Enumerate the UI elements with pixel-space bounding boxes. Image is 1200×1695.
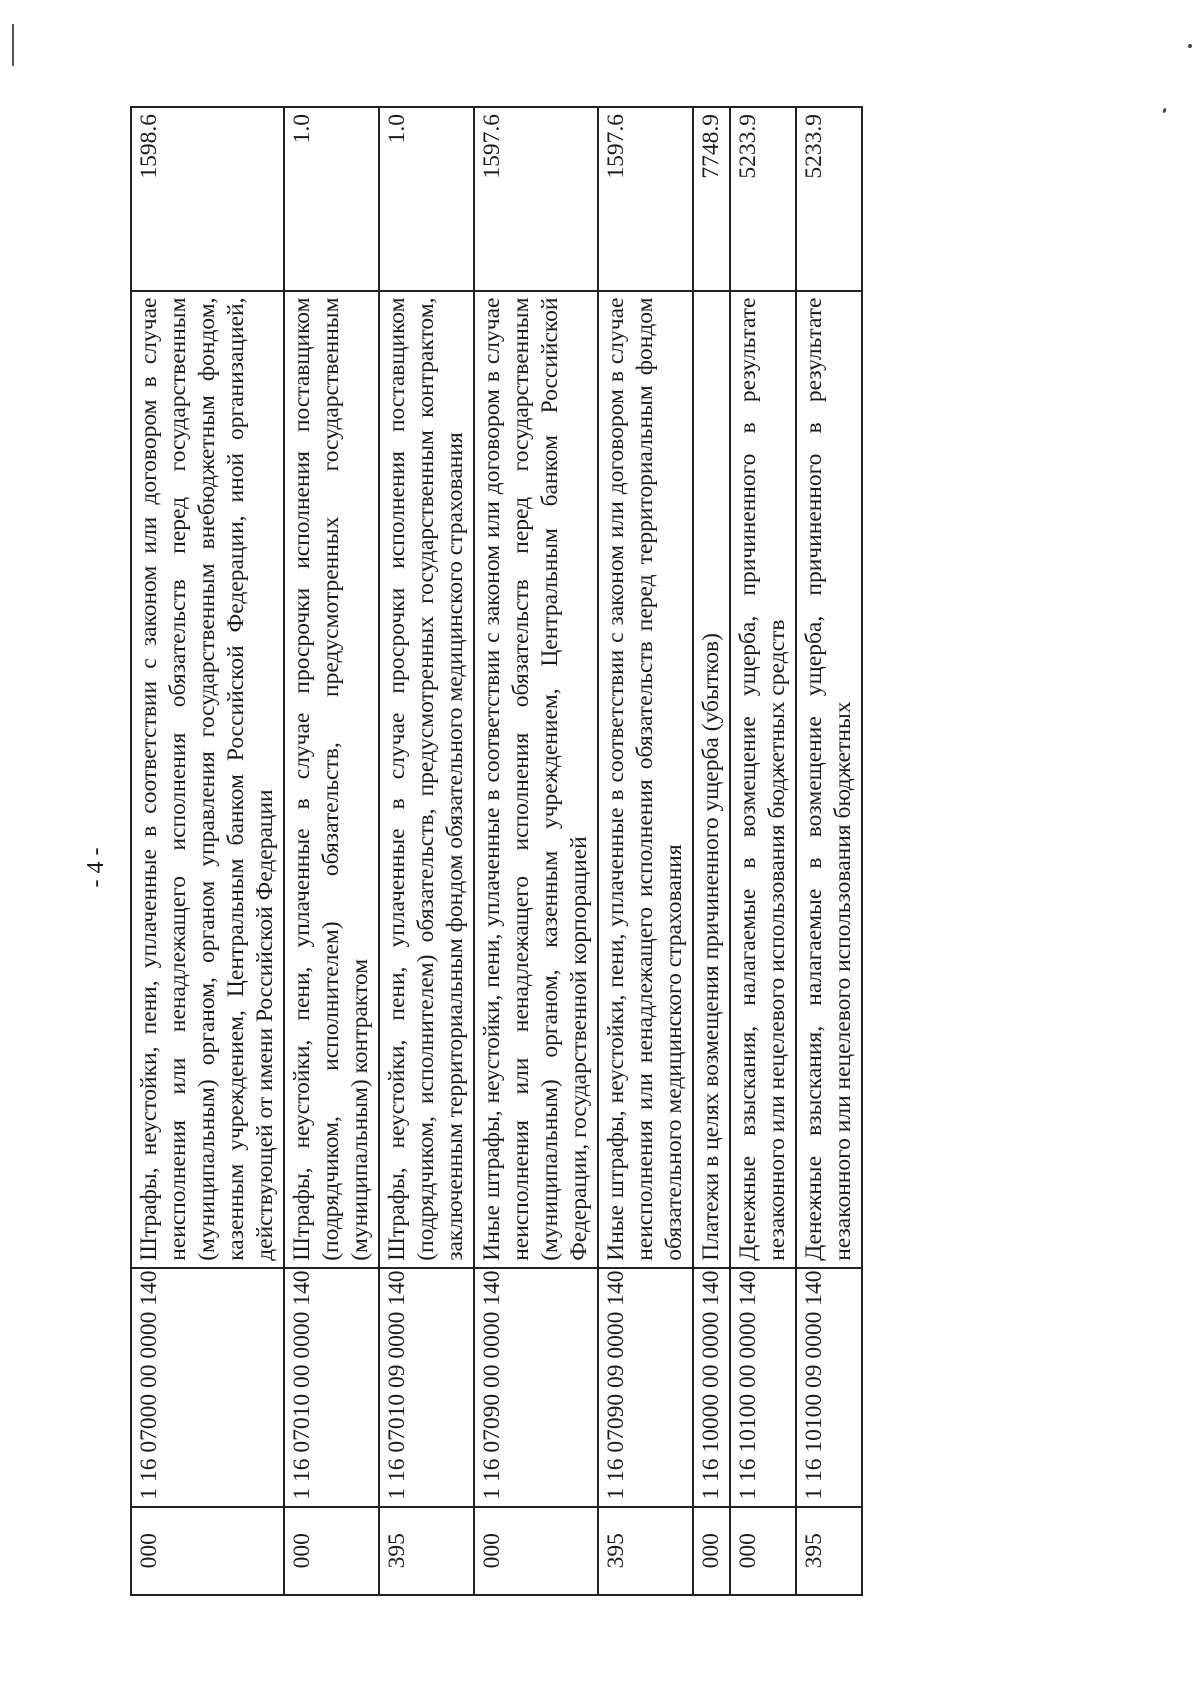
budget-code-cell: 1 16 07010 09 0000 140 — [379, 1268, 474, 1507]
scan-speck — [1188, 44, 1192, 48]
amount-cell: 5233.9 — [730, 107, 796, 291]
budget-revenue-table — [130, 106, 863, 1596]
description-cell: Штрафы, неустойки, пени, уплаченные в случае просрочки исполнения поставщиком (подрядчиком, исполнителем) обязательств, предусмотренных государственным (муниципальным) контрактом — [284, 291, 379, 1268]
amount-cell: 1.0 — [379, 107, 474, 291]
description-cell: Штрафы, неустойки, пени, уплаченные в случае просрочки исполнения поставщиком (подрядчиком, исполнителем) обязательств, предусмотренных государственным контрактом, заключенным территориальным фондом обязательного медицинского страхования — [379, 291, 474, 1268]
table-row — [796, 107, 862, 1595]
amount-cell: 1598.6 — [131, 107, 284, 291]
admin-code-cell: 395 — [598, 1507, 693, 1595]
admin-code-cell: 000 — [474, 1507, 598, 1595]
description-cell: Платежи в целях возмещения причиненного ущерба (убытков) — [693, 291, 730, 1268]
amount-cell: 7748.9 — [693, 107, 730, 291]
table-row — [284, 107, 379, 1595]
scan-margin-mark — [12, 24, 14, 66]
admin-code-cell: 000 — [131, 1507, 284, 1595]
amount-cell: 5233.9 — [796, 107, 862, 291]
table-row — [730, 107, 796, 1595]
admin-code-cell: 000 — [693, 1507, 730, 1595]
budget-code-cell: 1 16 07090 09 0000 140 — [598, 1268, 693, 1507]
scan-speck — [1162, 108, 1167, 114]
admin-code-cell: 000 — [730, 1507, 796, 1595]
table-row — [598, 107, 693, 1595]
rotated-document-page — [80, 95, 950, 1640]
budget-code-cell: 1 16 10100 00 0000 140 — [730, 1268, 796, 1507]
description-cell: Штрафы, неустойки, пени, уплаченные в соответствии с законом или договором в случае неисполнения или ненадлежащего исполнения обязательств перед государственным (муниципальным) органом, органом управления государственным внебюджетным фондом, казенным учреждением, Центральным банком Российской Федерации, иной организацией, действующей от имени Российской Федерации — [131, 291, 284, 1268]
budget-code-cell: 1 16 10100 09 0000 140 — [796, 1268, 862, 1507]
amount-cell: 1.0 — [284, 107, 379, 291]
description-cell: Иные штрафы, неустойки, пени, уплаченные в соответствии с законом или договором в случае неисполнения или ненадлежащего исполнения обязательств перед государственным (муниципальным) органом, казенным учреждением, Центральным банком Российской Федерации, государственной корпорацией — [474, 291, 598, 1268]
admin-code-cell: 395 — [379, 1507, 474, 1595]
table-row — [379, 107, 474, 1595]
amount-cell: 1597.6 — [598, 107, 693, 291]
budget-code-cell: 1 16 07090 00 0000 140 — [474, 1268, 598, 1507]
table-row — [131, 107, 284, 1595]
budget-code-cell: 1 16 07010 00 0000 140 — [284, 1268, 379, 1507]
budget-code-cell: 1 16 10000 00 0000 140 — [693, 1268, 730, 1507]
table-row — [474, 107, 598, 1595]
description-cell: Денежные взыскания, налагаемые в возмещение ущерба, причиненного в результате незаконного или нецелевого использования бюджетных средств — [730, 291, 796, 1268]
page-number: - 4 - — [83, 847, 109, 888]
description-cell: Иные штрафы, неустойки, пени, уплаченные в соответствии с законом или договором в случае неисполнения или ненадлежащего исполнения обязательств перед территориальным фондом обязательного медицинского страхования — [598, 291, 693, 1268]
admin-code-cell: 000 — [284, 1507, 379, 1595]
table-row — [693, 107, 730, 1595]
admin-code-cell: 395 — [796, 1507, 862, 1595]
budget-code-cell: 1 16 07000 00 0000 140 — [131, 1268, 284, 1507]
description-cell: Денежные взыскания, налагаемые в возмещение ущерба, причиненного в результате незаконного или нецелевого использования бюджетных — [796, 291, 862, 1268]
amount-cell: 1597.6 — [474, 107, 598, 291]
